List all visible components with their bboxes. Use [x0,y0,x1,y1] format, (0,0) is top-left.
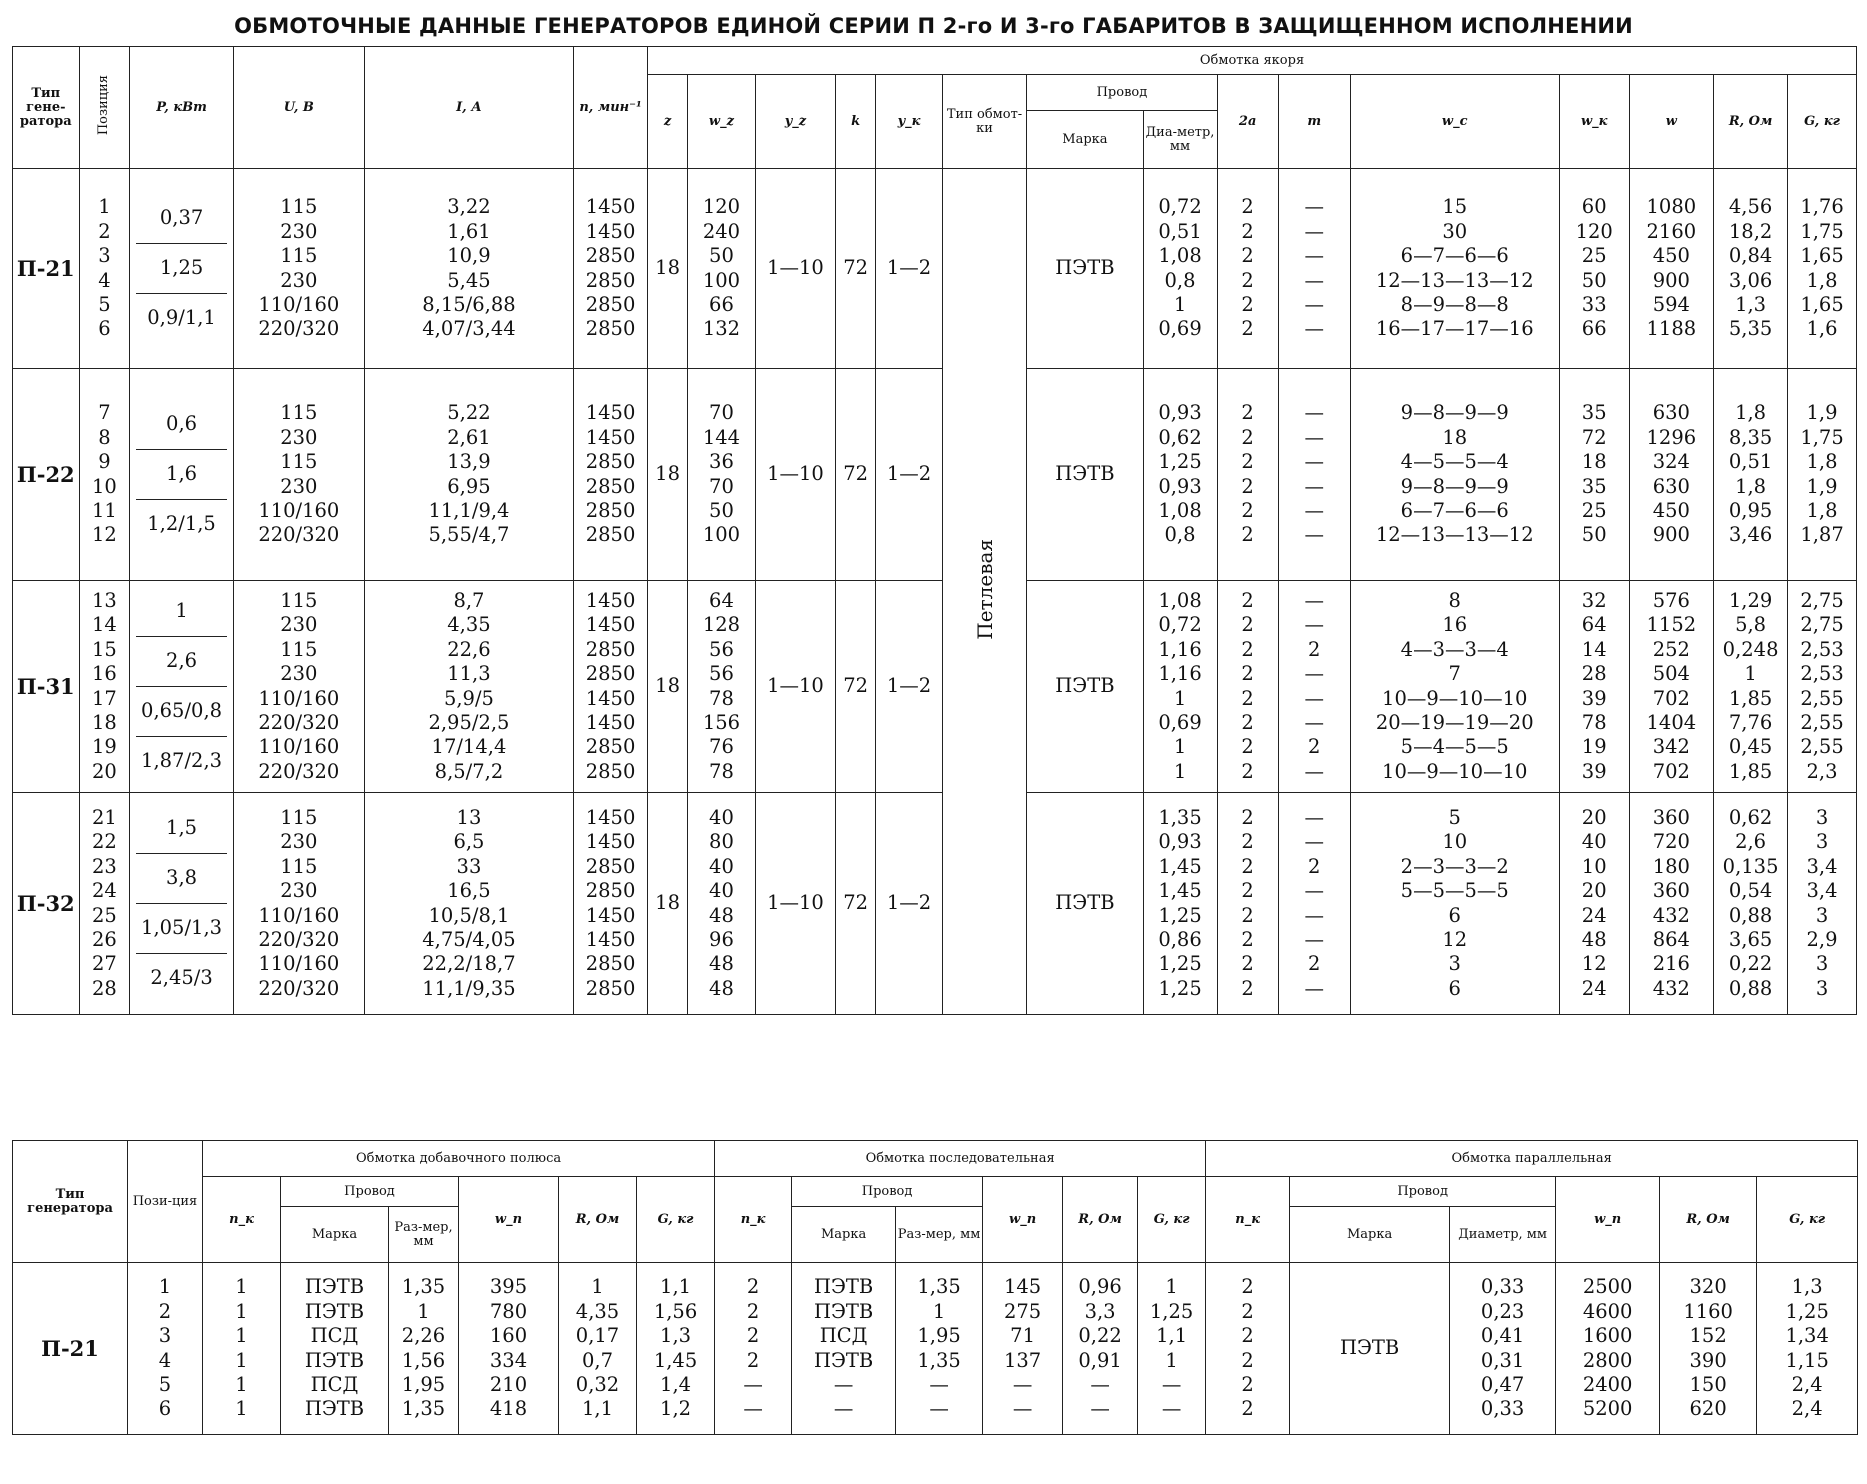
power-value: 0,65/0,8 [136,687,227,737]
power-value: 2,45/3 [150,965,213,989]
header-z: z [648,75,688,169]
power-value: 1,2/1,5 [147,511,216,535]
power-value: 3,8 [136,854,227,904]
power-value: 0,37 [136,194,227,244]
header-position: Позиция [79,47,130,169]
aux-header-r: R, Ом [559,1177,637,1263]
header-yk: y_к [876,75,943,169]
r-cell: 1,29 5,8 0,248 1 1,85 7,76 0,45 1,85 [1714,581,1788,793]
par-header-diameter: Диаметр, мм [1450,1207,1556,1263]
par-header-g: G, кг [1757,1177,1858,1263]
aux-wp-cell: 395 780 160 334 210 418 [459,1263,559,1435]
aux-header-nk: n_к [203,1177,281,1263]
mark-cell: ПЭТВ [1027,793,1143,1015]
wz-cell: 64 128 56 56 78 156 76 78 [688,581,756,793]
generator-type-cell: П-31 [13,581,80,793]
mark-cell: ПЭТВ [1027,169,1143,369]
w-cell: 1080 2160 450 900 594 1188 [1629,169,1714,369]
g-cell: 1,9 1,75 1,8 1,9 1,8 1,87 [1788,369,1857,581]
ser-wp-cell: 145 275 71 137 — — [983,1263,1063,1435]
header-wire: Провод [1027,75,1217,111]
header-wz: w_z [688,75,756,169]
aux-header-wp: w_п [459,1177,559,1263]
header-power: P, кВт [130,47,234,169]
table-row [13,793,1857,1015]
power-cell [130,169,234,369]
header-voltage: U, В [233,47,364,169]
header-w: w [1629,75,1714,169]
speed-cell: 1450 1450 2850 2850 2850 2850 [574,169,648,369]
ser-mark-cell: ПЭТВ ПЭТВ ПСД ПЭТВ — — [792,1263,896,1435]
power-value: 0,9/1,1 [147,305,216,329]
header-mark: Марка [1027,111,1143,169]
r-cell: 4,56 18,2 0,84 3,06 1,3 5,35 [1714,169,1788,369]
m-cell: — — 2 — — — 2 — [1278,581,1350,793]
bottom-header-type: Тип генератора [13,1141,128,1263]
yk-cell: 1—2 [876,369,943,581]
two-a-cell: 2 2 2 2 2 2 [1217,169,1278,369]
position-cell: 21 22 23 24 25 26 27 28 [79,793,130,1015]
yk-cell: 1—2 [876,793,943,1015]
aux-header-size: Раз-мер, мм [389,1207,459,1263]
aux-g-cell: 1,1 1,56 1,3 1,45 1,4 1,2 [637,1263,715,1435]
header-g: G, кг [1788,75,1857,169]
wc-cell: 9—8—9—9 18 4—5—5—4 9—8—9—9 6—7—6—6 12—13—13—12 [1350,369,1559,581]
header-wk: w_к [1559,75,1629,169]
power-value: 1,5 [136,804,227,854]
table-row [13,1263,1858,1435]
par-header-mark: Марка [1290,1207,1450,1263]
par-g-cell: 1,3 1,25 1,34 1,15 2,4 2,4 [1757,1263,1858,1435]
par-header-wire: Провод [1290,1177,1556,1207]
par-r-cell: 320 1160 152 390 150 620 [1660,1263,1757,1435]
k-cell: 72 [836,793,876,1015]
power-cell [130,369,234,581]
header-r: R, Ом [1714,75,1788,169]
power-value: 1,05/1,3 [136,904,227,954]
diameter-cell: 1,35 0,93 1,45 1,45 1,25 0,86 1,25 1,25 [1143,793,1217,1015]
wc-cell: 15 30 6—7—6—6 12—13—13—12 8—9—8—8 16—17—17—16 [1350,169,1559,369]
z-cell: 18 [648,369,688,581]
mark-cell: ПЭТВ [1027,581,1143,793]
header-k: k [836,75,876,169]
two-a-cell: 2 2 2 2 2 2 2 2 [1217,793,1278,1015]
voltage-cell: 115 230 115 230 110/160 220/320 110/160 220/320 [233,793,364,1015]
bottom-header-position: Пози-ция [128,1141,203,1263]
par-header-wp: w_п [1556,1177,1660,1263]
m-cell: — — 2 — — — 2 — [1278,793,1350,1015]
page-title: ОБМОТОЧНЫЕ ДАННЫЕ ГЕНЕРАТОРОВ ЕДИНОЙ СЕРИИ П 2-го И 3-го ГАБАРИТОВ В ЗАЩИЩЕННОМ ИСПОЛНЕНИИ [234,14,1633,38]
speed-cell: 1450 1450 2850 2850 2850 2850 [574,369,648,581]
wk-cell: 60 120 25 50 33 66 [1559,169,1629,369]
wc-cell: 8 16 4—3—3—4 7 10—9—10—10 20—19—19—20 5—4—5—5 10—9—10—10 [1350,581,1559,793]
yk-cell: 1—2 [876,169,943,369]
armature-table [12,46,1857,1015]
par-mark-cell: ПЭТВ [1290,1263,1450,1435]
generator-type-cell: П-32 [13,793,80,1015]
aux-mark-cell: ПЭТВ ПЭТВ ПСД ПЭТВ ПСД ПЭТВ [281,1263,389,1435]
position-cell: 13 14 15 16 17 18 19 20 [79,581,130,793]
z-cell: 18 [648,581,688,793]
w-cell: 576 1152 252 504 702 1404 342 702 [1629,581,1714,793]
ser-header-r: R, Ом [1063,1177,1138,1263]
header-speed: n, мин⁻¹ [574,47,648,169]
yz-cell: 1—10 [755,169,835,369]
k-cell: 72 [836,169,876,369]
power-value: 0,6 [136,400,227,450]
ser-header-nk: n_к [715,1177,792,1263]
g-cell: 2,75 2,75 2,53 2,53 2,55 2,55 2,55 2,3 [1788,581,1857,793]
current-cell: 5,22 2,61 13,9 6,95 11,1/9,4 5,55/4,7 [364,369,573,581]
header-aux-pole-winding: Обмотка добавочного полюса [203,1141,715,1177]
par-header-nk: n_к [1206,1177,1290,1263]
power-value: 2,6 [136,637,227,687]
ser-g-cell: 1 1,25 1,1 1 — — [1138,1263,1206,1435]
yz-cell: 1—10 [755,581,835,793]
par-header-r: R, Ом [1660,1177,1757,1263]
wc-cell: 5 10 2—3—3—2 5—5—5—5 6 12 3 6 [1350,793,1559,1015]
w-cell: 360 720 180 360 432 864 216 432 [1629,793,1714,1015]
speed-cell: 1450 1450 2850 2850 1450 1450 2850 2850 [574,581,648,793]
header-type: Тип гене-ратора [13,47,80,169]
mark-cell: ПЭТВ [1027,369,1143,581]
wz-cell: 40 80 40 40 48 96 48 48 [688,793,756,1015]
voltage-cell: 115 230 115 230 110/160 220/320 [233,369,364,581]
pole-windings-table [12,1140,1858,1435]
wk-cell: 32 64 14 28 39 78 19 39 [1559,581,1629,793]
wk-cell: 20 40 10 20 24 48 12 24 [1559,793,1629,1015]
ser-size-cell: 1,35 1 1,95 1,35 — — [896,1263,983,1435]
position-cell: 7 8 9 10 11 12 [79,369,130,581]
power-value: 1 [136,587,227,637]
table-row [13,369,1857,581]
position-cell: 1 2 3 4 5 6 [79,169,130,369]
ser-header-wp: w_п [983,1177,1063,1263]
wz-cell: 70 144 36 70 50 100 [688,369,756,581]
g-cell: 3 3 3,4 3,4 3 2,9 3 3 [1788,793,1857,1015]
aux-size-cell: 1,35 1 2,26 1,56 1,95 1,35 [389,1263,459,1435]
current-cell: 3,22 1,61 10,9 5,45 8,15/6,88 4,07/3,44 [364,169,573,369]
m-cell: — — — — — — [1278,369,1350,581]
k-cell: 72 [836,369,876,581]
ser-nk-cell: 2 2 2 2 — — [715,1263,792,1435]
yz-cell: 1—10 [755,369,835,581]
voltage-cell: 115 230 115 230 110/160 220/320 [233,169,364,369]
yk-cell: 1—2 [876,581,943,793]
wz-cell: 120 240 50 100 66 132 [688,169,756,369]
header-series-winding: Обмотка последовательная [715,1141,1206,1177]
current-cell: 13 6,5 33 16,5 10,5/8,1 4,75/4,05 22,2/18,7 11,1/9,35 [364,793,573,1015]
ser-header-g: G, кг [1138,1177,1206,1263]
z-cell: 18 [648,169,688,369]
diameter-cell: 1,08 0,72 1,16 1,16 1 0,69 1 1 [1143,581,1217,793]
generator-type-cell: П-21 [13,169,80,369]
par-wp-cell: 2500 4600 1600 2800 2400 5200 [1556,1263,1660,1435]
header-armature-winding: Обмотка якоря [648,47,1857,75]
r-cell: 0,62 2,6 0,135 0,54 0,88 3,65 0,22 0,88 [1714,793,1788,1015]
aux-header-g: G, кг [637,1177,715,1263]
header-wc: w_c [1350,75,1559,169]
power-cell [130,581,234,793]
generator-type-cell: П-22 [13,369,80,581]
header-m: m [1278,75,1350,169]
table-row [13,169,1857,369]
power-value: 1,25 [136,244,227,294]
r-cell: 1,8 8,35 0,51 1,8 0,95 3,46 [1714,369,1788,581]
header-diameter: Диа-метр, мм [1143,111,1217,169]
w-cell: 630 1296 324 630 450 900 [1629,369,1714,581]
diameter-cell: 0,72 0,51 1,08 0,8 1 0,69 [1143,169,1217,369]
power-cell [130,793,234,1015]
table-row [13,581,1857,793]
winding-type-cell: Петлевая [942,169,1027,1015]
current-cell: 8,7 4,35 22,6 11,3 5,9/5 2,95/2,5 17/14,4 8,5/7,2 [364,581,573,793]
two-a-cell: 2 2 2 2 2 2 [1217,369,1278,581]
g-cell: 1,76 1,75 1,65 1,8 1,65 1,6 [1788,169,1857,369]
ser-header-size: Раз-мер, мм [896,1207,983,1263]
bottom-type-cell: П-21 [13,1263,128,1435]
header-yz: y_z [755,75,835,169]
aux-header-mark: Марка [281,1207,389,1263]
yz-cell: 1—10 [755,793,835,1015]
aux-r-cell: 1 4,35 0,17 0,7 0,32 1,1 [559,1263,637,1435]
two-a-cell: 2 2 2 2 2 2 2 2 [1217,581,1278,793]
ser-header-wire: Провод [792,1177,983,1207]
voltage-cell: 115 230 115 230 110/160 220/320 110/160 220/320 [233,581,364,793]
power-value: 1,6 [136,450,227,500]
bottom-pos-cell: 1 2 3 4 5 6 [128,1263,203,1435]
header-parallel-winding: Обмотка параллельная [1206,1141,1858,1177]
aux-header-wire: Провод [281,1177,459,1207]
power-value: 1,87/2,3 [141,748,223,772]
header-current: I, А [364,47,573,169]
diameter-cell: 0,93 0,62 1,25 0,93 1,08 0,8 [1143,369,1217,581]
par-diam-cell: 0,33 0,23 0,41 0,31 0,47 0,33 [1450,1263,1556,1435]
speed-cell: 1450 1450 2850 2850 1450 1450 2850 2850 [574,793,648,1015]
k-cell: 72 [836,581,876,793]
aux-nk-cell: 1 1 1 1 1 1 [203,1263,281,1435]
z-cell: 18 [648,793,688,1015]
par-nk-cell: 2 2 2 2 2 2 [1206,1263,1290,1435]
m-cell: — — — — — — [1278,169,1350,369]
header-2a: 2a [1217,75,1278,169]
ser-r-cell: 0,96 3,3 0,22 0,91 — — [1063,1263,1138,1435]
wk-cell: 35 72 18 35 25 50 [1559,369,1629,581]
header-winding-type: Тип обмот-ки [942,75,1027,169]
ser-header-mark: Марка [792,1207,896,1263]
